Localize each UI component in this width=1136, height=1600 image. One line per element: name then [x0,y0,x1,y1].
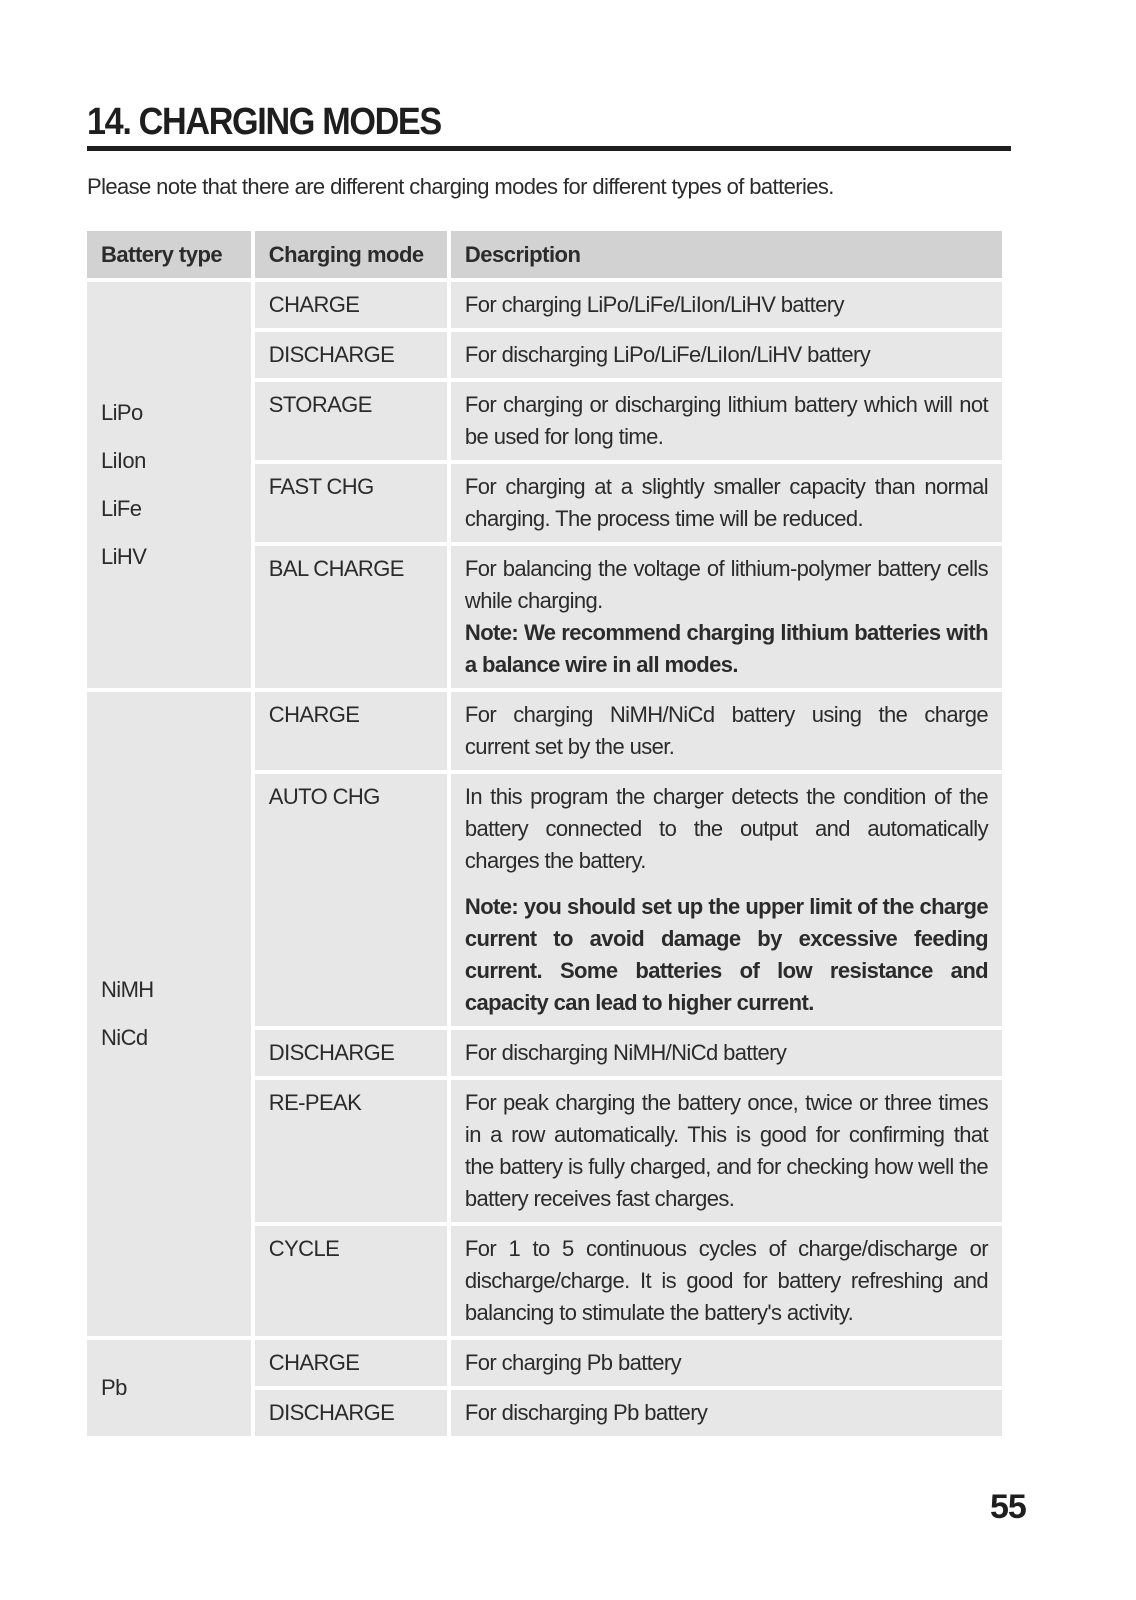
header-description: Description [451,231,1002,278]
mode-cell: STORAGE [255,382,447,460]
table-header-row [87,231,1002,278]
description-cell: For peak charging the battery once, twice or three times in a row automatically. This is good for confirming that the battery is fully charged, and for checking how well the battery receives fast charges. [451,1080,1002,1222]
battery-type-label: LiFe [101,496,142,521]
charging-modes-table [83,227,1006,1440]
description-cell [451,774,1002,1026]
mode-cell: CHARGE [255,282,447,328]
description-cell: For charging or discharging lithium battery which will not be used for long time. [451,382,1002,460]
intro-text: Please note that there are different charging modes for different types of batteries. [87,174,834,199]
description-text: In this program the charger detects the condition of the battery connected to the output and automatically charges the battery. [464,784,988,873]
description-cell: For 1 to 5 continuous cycles of charge/discharge or discharge/charge. It is good for battery refreshing and balancing to stimulate the battery's activity. [451,1226,1002,1336]
description-cell: For charging NiMH/NiCd battery using the charge current set by the user. [451,692,1002,770]
mode-cell: CHARGE [255,1340,447,1386]
table-row [87,1340,1002,1386]
battery-type-label: NiCd [101,1025,148,1050]
page-number: 55 [990,1488,1026,1526]
description-cell: For charging Pb battery [451,1340,1002,1386]
table-row [87,282,1002,328]
note-text: Note: you should set up the upper limit of the charge current to avoid damage by excessive feeding current. Some batteries of low resistance and capacity can lead to higher current. [464,894,988,1015]
mode-cell: FAST CHG [255,464,447,542]
description-cell: For discharging NiMH/NiCd battery [451,1030,1002,1076]
battery-type-lithium [87,282,251,688]
mode-cell: DISCHARGE [255,1030,447,1076]
mode-cell: DISCHARGE [255,332,447,378]
battery-type-label: LiPo [101,400,143,425]
mode-cell: DISCHARGE [255,1390,447,1436]
header-battery-type: Battery type [87,231,251,278]
mode-cell: AUTO CHG [255,774,447,1026]
mode-cell: RE-PEAK [255,1080,447,1222]
battery-type-label: LiHV [101,544,147,569]
description-cell: For charging at a slightly smaller capacity than normal charging. The process time will be reduced. [451,464,1002,542]
mode-cell: CHARGE [255,692,447,770]
description-cell: For discharging Pb battery [451,1390,1002,1436]
mode-cell: CYCLE [255,1226,447,1336]
page-title: 14. CHARGING MODES [87,101,441,143]
battery-type-label: LiIon [101,448,146,473]
mode-cell: BAL CHARGE [255,546,447,688]
header-charging-mode: Charging mode [255,231,447,278]
battery-type-nickel [87,692,251,1336]
description-text: For balancing the voltage of lithium-polymer battery cells while charging. [464,556,988,613]
description-cell: For discharging LiPo/LiFe/LiIon/LiHV battery [451,332,1002,378]
note-text: Note: We recommend charging lithium batteries with a balance wire in all modes. [464,620,988,677]
description-cell: For charging LiPo/LiFe/LiIon/LiHV battery [451,282,1002,328]
battery-type-lead [87,1340,251,1436]
battery-type-label: Pb [101,1375,127,1400]
battery-type-label: NiMH [101,977,154,1002]
table-row [87,692,1002,770]
description-cell [451,546,1002,688]
section-heading [87,100,1011,151]
